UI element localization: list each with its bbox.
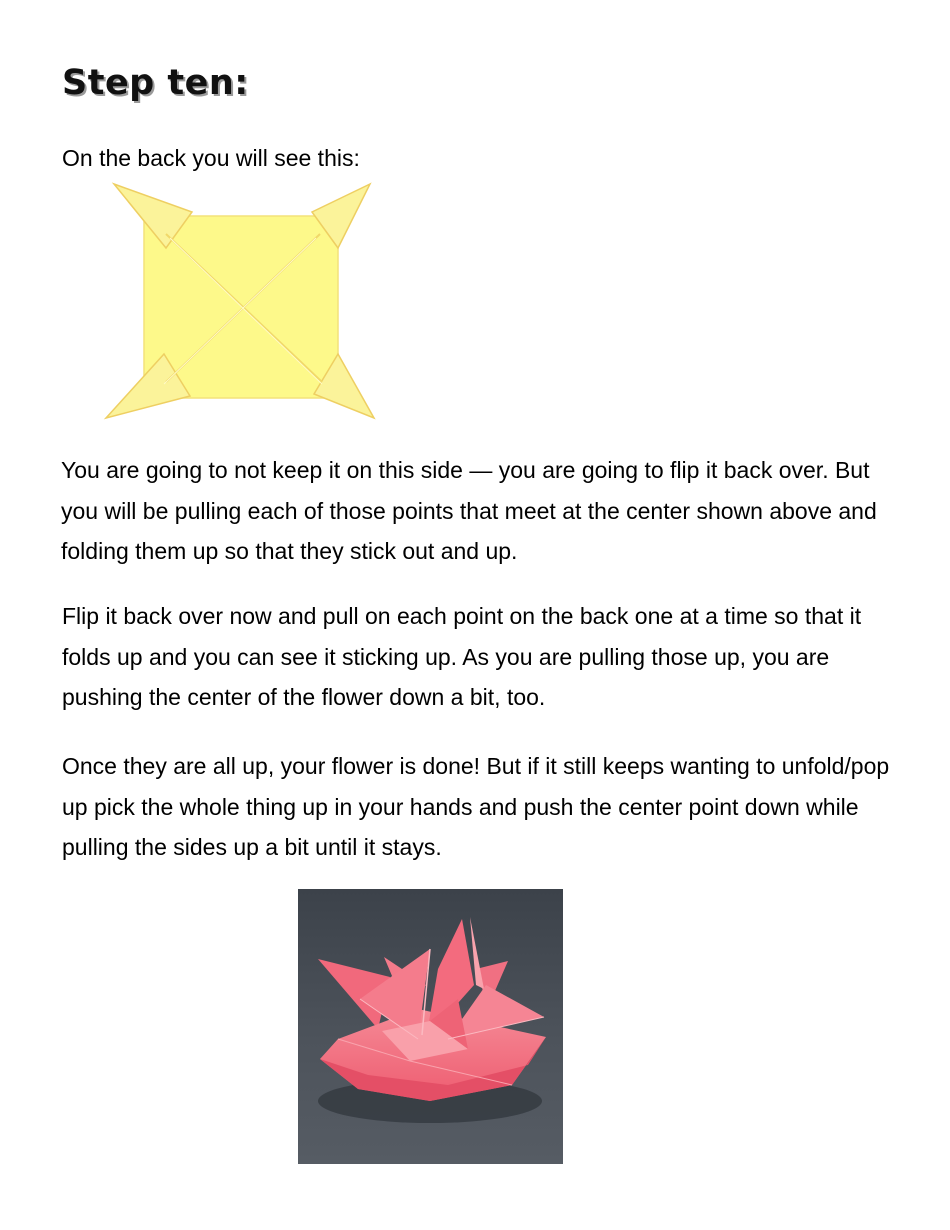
paragraph: Once they are all up, your flower is done! But if it still keeps wanting to unfold/pop up pick the whole thing up in your hands and push the center point down while pulling the sides up a bit until it stays. (62, 753, 890, 860)
paragraph: You are going to not keep it on this side — you are going to flip it back over. But you will be pulling each of those points that meet at the center shown above and folding them up so that they stick out and up. (61, 457, 877, 564)
lotus-flower-photo (298, 889, 563, 1164)
paragraph: Flip it back over now and pull on each point on the back one at a time so that it folds up and you can see it sticking up. As you are pulling those up, you are pushing the center of the flower down a bit, too. (62, 603, 862, 710)
page-title: Step ten: (62, 63, 249, 103)
intro-text: On the back you will see this: (62, 145, 360, 171)
folded-paper-diagram (100, 178, 382, 424)
